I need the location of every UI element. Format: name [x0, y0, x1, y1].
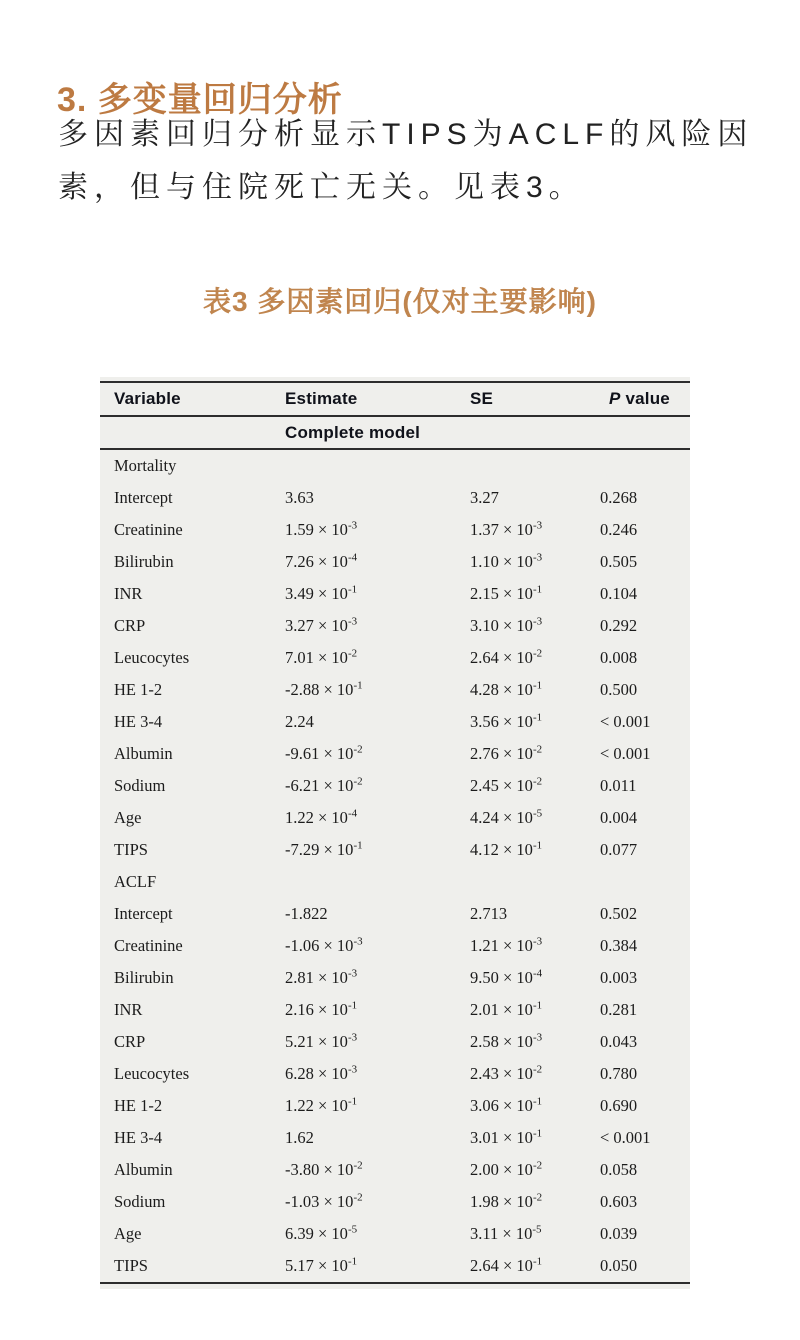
- variable-cell: CRP: [114, 616, 146, 635]
- estimate-cell: $5.21 \times 10^{-3}$: [285, 1031, 358, 1051]
- table-row: [100, 1090, 690, 1122]
- table-row: [100, 1250, 690, 1282]
- table-row: [100, 578, 690, 610]
- table-row: [100, 802, 690, 834]
- column-header-se: SE: [470, 389, 494, 408]
- p-italic: P: [609, 389, 621, 408]
- se-cell: $2.64 \times 10^{-1}$: [470, 1255, 543, 1275]
- variable-cell: HE 3-4: [114, 712, 163, 731]
- se-cell: $2.45 \times 10^{-2}$: [470, 775, 543, 795]
- estimate-cell: $1.59 \times 10^{-3}$: [285, 519, 358, 539]
- p-value-cell: 0.004: [600, 808, 638, 827]
- table-row: [100, 1154, 690, 1186]
- p-value-cell: 0.104: [600, 584, 638, 603]
- p-value-cell: 0.268: [600, 488, 638, 507]
- se-cell: $3.10 \times 10^{-3}$: [470, 615, 543, 635]
- table-row: [100, 1058, 690, 1090]
- se-cell: $3.01 \times 10^{-1}$: [470, 1127, 543, 1147]
- subheader-complete-model: Complete model: [285, 422, 421, 442]
- table-title: 表3 多因素回归(仅对主要影响): [202, 286, 597, 317]
- p-value-cell: 0.281: [600, 1000, 638, 1019]
- variable-cell: CRP: [114, 1032, 146, 1051]
- se-cell: $1.98 \times 10^{-2}$: [470, 1191, 543, 1211]
- estimate-cell: $7.26 \times 10^{-4}$: [285, 551, 358, 571]
- estimate-cell: 1.62: [285, 1128, 314, 1147]
- variable-cell: Leucocytes: [114, 648, 190, 667]
- table-row: [100, 1186, 690, 1218]
- p-value-cell: < 0.001: [600, 712, 651, 731]
- table-row: [100, 482, 690, 514]
- variable-cell: INR: [114, 1000, 143, 1019]
- p-value-cell: < 0.001: [600, 744, 651, 763]
- variable-cell: Sodium: [114, 776, 166, 795]
- variable-cell: Leucocytes: [114, 1064, 190, 1083]
- p-value-cell: 0.050: [600, 1256, 638, 1275]
- table-bottom-rule: [100, 1282, 690, 1284]
- p-value-cell: < 0.001: [600, 1128, 651, 1147]
- se-cell: $2.01 \times 10^{-1}$: [470, 999, 543, 1019]
- subheader-row: [100, 417, 690, 448]
- paragraph-line-2: 素，但与住院死亡无关。见表3。: [58, 171, 585, 204]
- estimate-cell: $-7.29 \times 10^{-1}$: [285, 839, 363, 859]
- se-cell: $2.58 \times 10^{-3}$: [470, 1031, 543, 1051]
- variable-cell: Age: [114, 808, 142, 827]
- estimate-cell: $5.17 \times 10^{-1}$: [285, 1255, 358, 1275]
- se-cell: $4.12 \times 10^{-1}$: [470, 839, 543, 859]
- variable-cell: Albumin: [114, 744, 173, 763]
- estimate-cell: -1.822: [285, 904, 328, 923]
- variable-cell: Creatinine: [114, 520, 183, 539]
- variable-cell: Mortality: [114, 456, 177, 475]
- p-value-cell: 0.246: [600, 520, 638, 539]
- table-header-row: [100, 383, 690, 415]
- p-value-cell: 0.077: [600, 840, 638, 859]
- variable-cell: HE 3-4: [114, 1128, 163, 1147]
- p-value-cell: 0.502: [600, 904, 638, 923]
- estimate-cell: $-1.03 \times 10^{-2}$: [285, 1191, 363, 1211]
- estimate-cell: $1.22 \times 10^{-4}$: [285, 807, 358, 827]
- variable-cell: TIPS: [114, 840, 148, 859]
- se-cell: $2.64 \times 10^{-2}$: [470, 647, 543, 667]
- variable-cell: ACLF: [114, 872, 157, 891]
- data-table: [100, 377, 690, 1289]
- table-row: [100, 642, 690, 674]
- table-section-row: [100, 450, 690, 482]
- body-paragraph: [58, 108, 753, 214]
- estimate-cell: $7.01 \times 10^{-2}$: [285, 647, 358, 667]
- p-value-cell: 0.058: [600, 1160, 638, 1179]
- estimate-cell: $1.22 \times 10^{-1}$: [285, 1095, 358, 1115]
- estimate-cell: $3.49 \times 10^{-1}$: [285, 583, 358, 603]
- estimate-cell: $-9.61 \times 10^{-2}$: [285, 743, 363, 763]
- se-cell: $2.76 \times 10^{-2}$: [470, 743, 543, 763]
- table-row: [100, 674, 690, 706]
- estimate-cell: $6.28 \times 10^{-3}$: [285, 1063, 358, 1083]
- se-cell: $1.37 \times 10^{-3}$: [470, 519, 543, 539]
- variable-cell: Creatinine: [114, 936, 183, 955]
- variable-cell: HE 1-2: [114, 1096, 163, 1115]
- p-value-cell: 0.780: [600, 1064, 638, 1083]
- estimate-cell: $6.39 \times 10^{-5}$: [285, 1223, 358, 1243]
- estimate-cell: 3.63: [285, 488, 314, 507]
- se-cell: $9.50 \times 10^{-4}$: [470, 967, 543, 987]
- table-row: [100, 898, 690, 930]
- p-value-cell: 0.603: [600, 1192, 638, 1211]
- estimate-cell: $-1.06 \times 10^{-3}$: [285, 935, 363, 955]
- se-cell: $3.56 \times 10^{-1}$: [470, 711, 543, 731]
- variable-cell: TIPS: [114, 1256, 148, 1275]
- se-cell: $4.24 \times 10^{-5}$: [470, 807, 543, 827]
- table-row: [100, 770, 690, 802]
- se-cell: $1.21 \times 10^{-3}$: [470, 935, 543, 955]
- se-cell: $2.00 \times 10^{-2}$: [470, 1159, 543, 1179]
- variable-cell: Bilirubin: [114, 552, 174, 571]
- variable-cell: Albumin: [114, 1160, 173, 1179]
- table-row: [100, 962, 690, 994]
- estimate-cell: 2.24: [285, 712, 314, 731]
- table-row: [100, 1026, 690, 1058]
- p-value-cell: 0.292: [600, 616, 638, 635]
- p-value-cell: 0.008: [600, 648, 638, 667]
- se-cell: $4.28 \times 10^{-1}$: [470, 679, 543, 699]
- estimate-cell: $3.27 \times 10^{-3}$: [285, 615, 358, 635]
- se-cell: $3.11 \times 10^{-5}$: [470, 1223, 542, 1243]
- column-header-variable: Variable: [114, 389, 181, 408]
- table-row: [100, 546, 690, 578]
- table-row: [100, 514, 690, 546]
- table-row: [100, 706, 690, 738]
- se-cell: $2.15 \times 10^{-1}$: [470, 583, 543, 603]
- table-section-row: [100, 866, 690, 898]
- p-value-cell: 0.039: [600, 1224, 638, 1243]
- p-value-cell: 0.500: [600, 680, 638, 699]
- variable-cell: HE 1-2: [114, 680, 163, 699]
- estimate-cell: $2.16 \times 10^{-1}$: [285, 999, 358, 1019]
- estimate-cell: $2.81 \times 10^{-3}$: [285, 967, 358, 987]
- variable-cell: Intercept: [114, 488, 173, 507]
- p-value-cell: 0.003: [600, 968, 638, 987]
- variable-cell: Bilirubin: [114, 968, 174, 987]
- variable-cell: Age: [114, 1224, 142, 1243]
- paragraph-line-1: 多因素回归分析显示TIPS为ACLF的风险因: [58, 118, 754, 151]
- table-row: [100, 1218, 690, 1250]
- section-heading: 3. 多变量回归分析: [57, 81, 343, 120]
- p-rest: value: [620, 389, 670, 408]
- se-cell: 3.27: [470, 488, 499, 507]
- estimate-cell: $-2.88 \times 10^{-1}$: [285, 679, 363, 699]
- table-row: [100, 994, 690, 1026]
- se-cell: $3.06 \times 10^{-1}$: [470, 1095, 543, 1115]
- p-value-cell: 0.690: [600, 1096, 638, 1115]
- table-row: [100, 1122, 690, 1154]
- column-header-p-value: [600, 389, 690, 409]
- estimate-cell: $-3.80 \times 10^{-2}$: [285, 1159, 363, 1179]
- table-body: [100, 450, 690, 1282]
- variable-cell: Intercept: [114, 904, 173, 923]
- column-header-estimate: Estimate: [285, 389, 358, 408]
- se-cell: $1.10 \times 10^{-3}$: [470, 551, 543, 571]
- variable-cell: INR: [114, 584, 143, 603]
- se-cell: 2.713: [470, 904, 508, 923]
- estimate-cell: $-6.21 \times 10^{-2}$: [285, 775, 363, 795]
- p-value-cell: 0.011: [600, 776, 637, 795]
- variable-cell: Sodium: [114, 1192, 166, 1211]
- table-row: [100, 834, 690, 866]
- p-value-cell: 0.384: [600, 936, 638, 955]
- table-row: [100, 610, 690, 642]
- p-value-cell: 0.043: [600, 1032, 638, 1051]
- p-value-cell: 0.505: [600, 552, 638, 571]
- table-row: [100, 930, 690, 962]
- table-row: [100, 738, 690, 770]
- se-cell: $2.43 \times 10^{-2}$: [470, 1063, 543, 1083]
